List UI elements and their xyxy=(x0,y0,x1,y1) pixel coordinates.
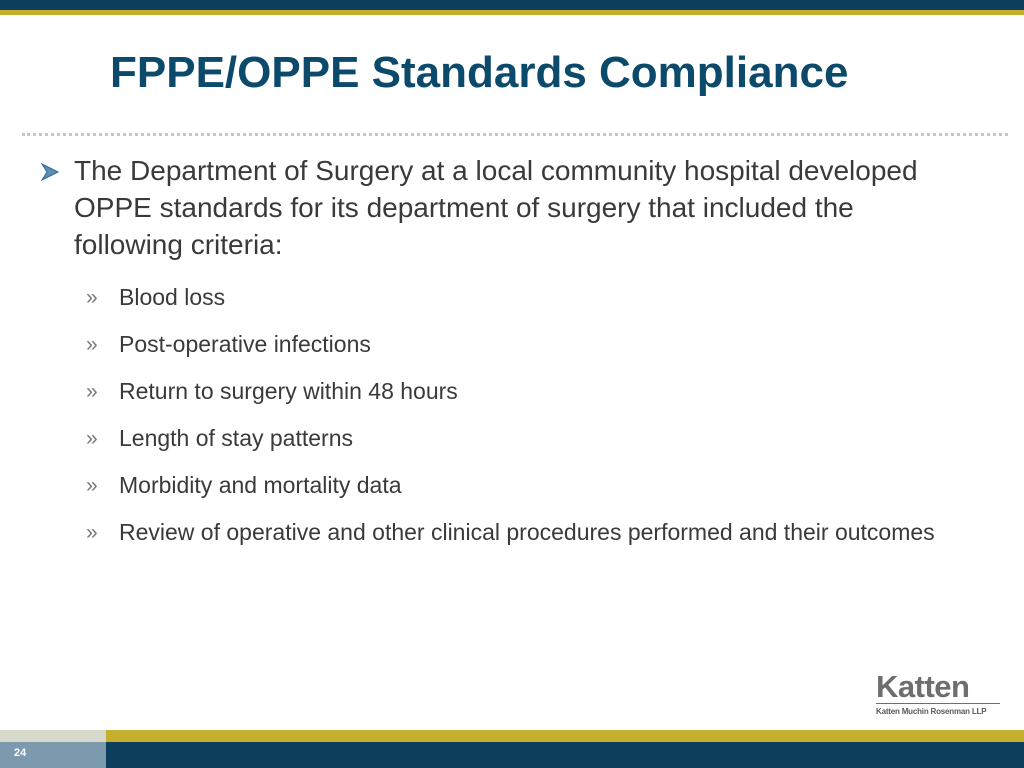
footer-bar-dark xyxy=(0,742,1024,768)
list-item xyxy=(86,282,966,313)
list-item xyxy=(86,423,966,454)
criteria-list xyxy=(86,282,966,564)
list-item xyxy=(86,376,966,407)
sub-bullet-icon: » xyxy=(86,521,98,544)
sub-bullet-icon: » xyxy=(86,286,98,309)
main-bullet-text: The Department of Surgery at a local community hospital developed OPPE standards for its department of surgery that included the following criteria: xyxy=(74,155,918,260)
footer-bar-gold xyxy=(0,730,1024,742)
logo-subtitle: Katten Muchin Rosenman LLP xyxy=(876,707,987,716)
sub-bullet-icon: » xyxy=(86,474,98,497)
slide-title: FPPE/OPPE Standards Compliance xyxy=(110,48,849,97)
list-item-text: Length of stay patterns xyxy=(119,425,353,451)
main-bullet xyxy=(40,152,940,263)
page-number: 24 xyxy=(14,747,27,759)
katten-logo xyxy=(876,670,1002,718)
list-item-text: Review of operative and other clinical procedures performed and their outcomes xyxy=(119,519,935,545)
list-item xyxy=(86,517,966,548)
logo-rule xyxy=(876,703,1000,704)
list-item-text: Return to surgery within 48 hours xyxy=(119,378,458,404)
list-item-text: Morbidity and mortality data xyxy=(119,472,402,498)
logo-wordmark: Katten xyxy=(876,669,970,704)
list-item xyxy=(86,329,966,360)
top-bar-dark xyxy=(0,0,1024,10)
list-item xyxy=(86,470,966,501)
sub-bullet-icon: » xyxy=(86,333,98,356)
top-bar-gold xyxy=(0,10,1024,15)
title-divider xyxy=(22,133,1008,136)
sub-bullet-icon: » xyxy=(86,427,98,450)
list-item-text: Post-operative infections xyxy=(119,331,371,357)
sub-bullet-icon: » xyxy=(86,380,98,403)
arrow-bullet-icon xyxy=(40,162,60,182)
list-item-text: Blood loss xyxy=(119,284,226,310)
